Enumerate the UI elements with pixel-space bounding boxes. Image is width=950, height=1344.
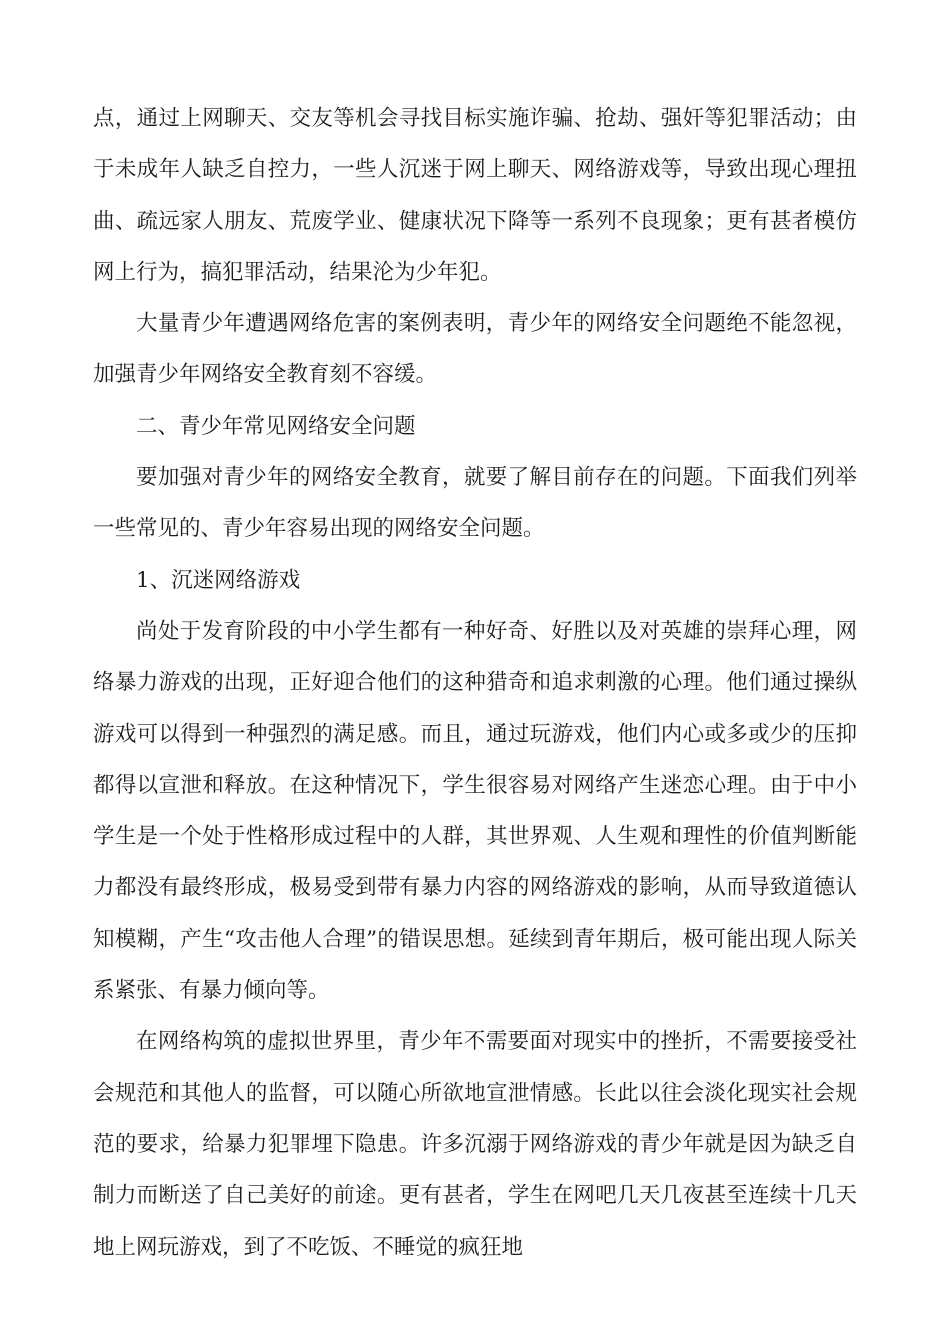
subsection-heading: 1、沉迷网络游戏 [136,567,301,593]
document-body [93,93,857,1273]
paragraph-gaming-psychology: 尚处于发育阶段的中小学生都有一种好奇、好胜以及对英雄的崇拜心理，网络暴力游戏的出现，正好迎合他们的这种猎奇和追求刺激的心理。他们通过操纵游戏可以得到一种强烈的满足感。而且，通过玩游戏，他们内心或多或少的压抑都得以宣泄和释放。在这种情况下，学生很容易对网络产生迷恋心理。由于中小学生是一个处于性格形成过程中的人群，其世界观、人生观和理性的价值判断能力都没有最终形成，极易受到带有暴力内容的网络游戏的影响，从而导致道德认知模糊，产生“攻击他人合理”的错误思想。延续到青年期后，极可能出现人际关系紧张、有暴力倾向等。 [93,618,857,1004]
section-heading: 二、青少年常见网络安全问题 [136,413,416,439]
paragraph-cases-summary: 大量青少年遭遇网络危害的案例表明，青少年的网络安全问题绝不能忽视，加强青少年网络安全教育刻不容缓。 [93,311,857,388]
paragraph-virtual-world: 在网络构筑的虚拟世界里，青少年不需要面对现实中的挫折，不需要接受社会规范和其他人的监督，可以随心所欲地宣泄情感。长此以往会淡化现实社会规范的要求，给暴力犯罪埋下隐患。许多沉溺于网络游戏的青少年就是因为缺乏自制力而断送了自己美好的前途。更有甚者，学生在网吧几天几夜甚至连续十几天地上网玩游戏，到了不吃饭、不睡觉的疯狂地 [93,1029,857,1260]
paragraph-continuation: 点，通过上网聊天、交友等机会寻找目标实施诈骗、抢劫、强奸等犯罪活动；由于未成年人缺乏自控力，一些人沉迷于网上聊天、网络游戏等，导致出现心理扭曲、疏远家人朋友、荒废学业、健康状况下降等一系列不良现象；更有甚者模仿网上行为，搞犯罪活动，结果沦为少年犯。 [93,106,857,285]
paragraph-intro: 要加强对青少年的网络安全教育，就要了解目前存在的问题。下面我们列举一些常见的、青少年容易出现的网络安全问题。 [93,465,857,542]
